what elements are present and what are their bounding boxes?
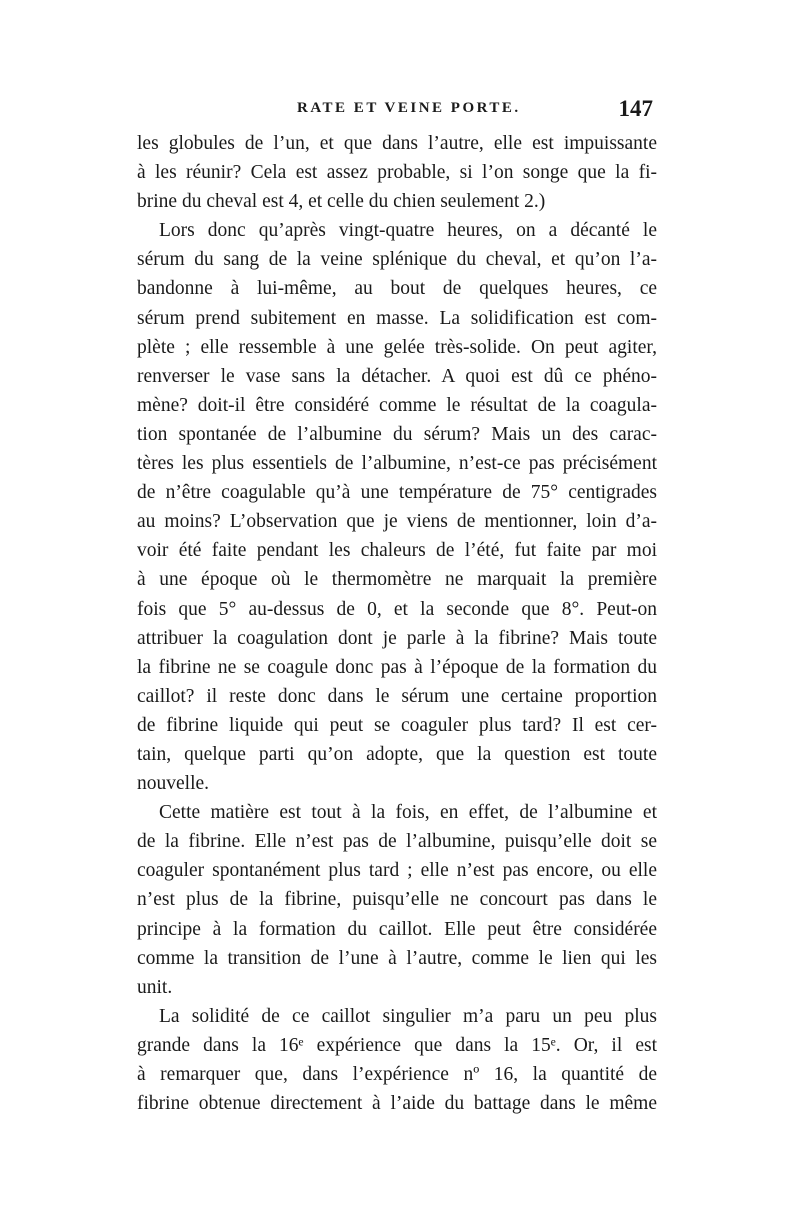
text-line: tères les plus essentiels de l’albumine, n’est-ce pas précisément [137, 453, 657, 475]
page-number: 147 [618, 96, 653, 121]
body-text [137, 129, 657, 1118]
text-line: Lors donc qu’après vingt-quatre heures, on a décanté le [159, 220, 657, 242]
text-line: La solidité de ce caillot singulier m’a paru un peu plus [159, 1005, 657, 1027]
text-line: mène? doit-il être considéré comme le résultat de la coagula- [137, 394, 657, 416]
text-line: fibrine obtenue directement à l’aide du battage dans le même [137, 1093, 657, 1115]
text-line: de la fibrine. Elle n’est pas de l’albumine, puisqu’elle doit se [137, 831, 657, 853]
text-line: la fibrine ne se coagule donc pas à l’époque de la formation du [137, 656, 657, 678]
text-line: Cette matière est tout à la fois, en effet, de l’albumine et [159, 802, 657, 824]
text-line: plète ; elle ressemble à une gelée très-solide. On peut agiter, [137, 336, 657, 358]
text-line: principe à la formation du caillot. Elle peut être considérée [137, 918, 657, 940]
text-line: sérum du sang de la veine splénique du cheval, et qu’on l’a- [137, 249, 657, 271]
text-line: à les réunir? Cela est assez probable, si l’on songe que la fi- [137, 162, 657, 184]
text-line: les globules de l’un, et que dans l’autre, elle est impuissante [137, 133, 657, 154]
text-line: renverser le vase sans la détacher. A quoi est dû ce phéno- [137, 365, 657, 387]
text-line: unit. [137, 976, 173, 998]
text-line: grande dans la 16ᵉ expérience que dans la 15ᵉ. Or, il est [137, 1034, 657, 1056]
text-line: caillot? il reste donc dans le sérum une certaine proportion [137, 685, 657, 707]
text-line: de n’être coagulable qu’à une température de 75° centigrades [137, 482, 657, 504]
text-line: voir été faite pendant les chaleurs de l’été, fut faite par moi [137, 540, 657, 562]
text-line: bandonne à lui-même, au bout de quelques heures, ce [137, 278, 657, 300]
text-line: à une époque où le thermomètre ne marquait la première [137, 569, 657, 591]
text-line: à remarquer que, dans l’expérience nº 16, la quantité de [137, 1064, 657, 1085]
text-line: tion spontanée de l’albumine du sérum? Mais un des carac- [137, 423, 657, 445]
text-line: attribuer la coagulation dont je parle à la fibrine? Mais toute [137, 627, 657, 649]
text-line: coaguler spontanément plus tard ; elle n’est pas encore, ou elle [137, 860, 657, 882]
text-line: au moins? L’observation que je viens de mentionner, loin d’a- [137, 511, 657, 533]
running-title: RATE ET VEINE PORTE. [297, 100, 521, 116]
text-line: de fibrine liquide qui peut se coaguler plus tard? Il est cer- [137, 714, 657, 736]
text-line: tain, quelque parti qu’on adopte, que la question est toute [137, 743, 657, 765]
text-line: n’est plus de la fibrine, puisqu’elle ne concourt pas dans le [137, 889, 657, 911]
text-line: nouvelle. [137, 773, 210, 795]
text-line: fois que 5° au-dessus de 0, et la seconde que 8°. Peut-on [137, 598, 657, 620]
text-line: brine du cheval est 4, et celle du chien seulement 2.) [137, 191, 546, 213]
text-line: comme la transition de l’une à l’autre, comme le lien qui les [137, 947, 657, 969]
text-line: sérum prend subitement en masse. La solidification est com- [137, 307, 657, 329]
running-header [137, 96, 657, 124]
